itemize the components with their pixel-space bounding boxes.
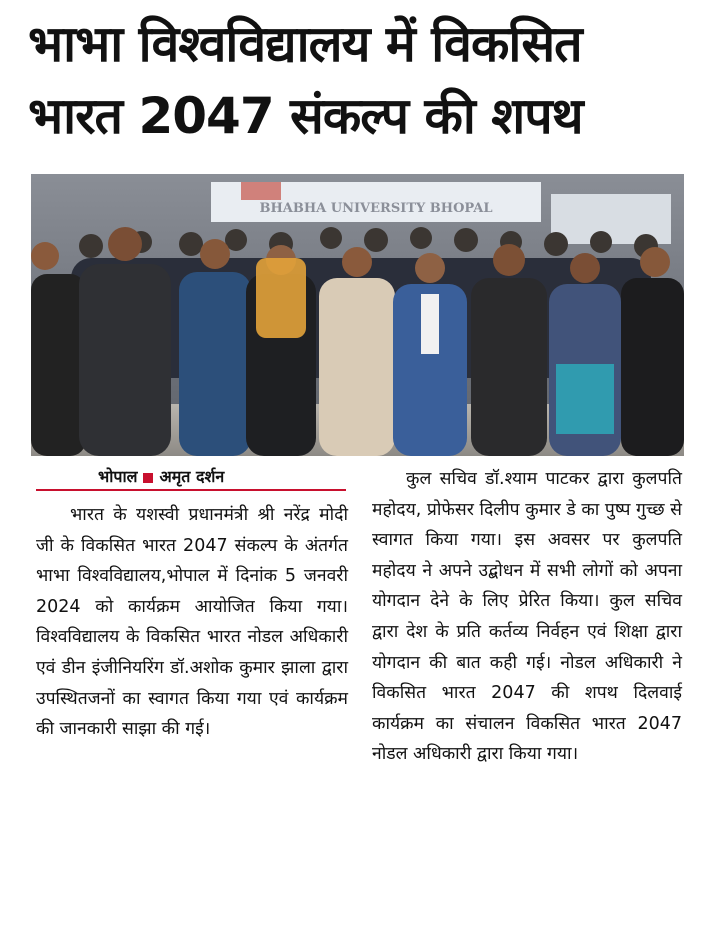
banner-text: BHABHA UNIVERSITY BHOPAL [259, 201, 493, 216]
article-column-left: भारत के यशस्वी प्रधानमंत्री श्री नरेंद्र मोदी जी के विकसित भारत 2047 संकल्प के अंतर्गत भाभा विश्वविद्यालय,भोपाल में दिनांक 5 जनवरी 2024 को कार्यक्रम आयोजित किया गया। विश्वविद्यालय के विकसित भारत नोडल अधिकारी एवं डीन इंजीनियरिंग डॉ.अशोक कुमार झाला द्वारा उपस्थितजनों का स्वागत किया गया एवं कार्यक्रम की जानकारी साझा की गई। [36, 505, 348, 740]
byline-source: अमृत दर्शन [159, 467, 225, 486]
article-column-right: कुल सचिव डॉ.श्याम पाटकर द्वारा कुलपति महोदय, प्रोफेसर दिलीप कुमार डे का पुष्प गुच्छ से स्वागत किया गया। इस अवसर पर कुलपति महोदय ने अपने उद्बोधन में सभी लोगों को अपना योगदान देने के लिए प्रेरित किया। कुल सचिव द्वारा देश के प्रति कर्तव्य निर्वहन एवं शिक्षा द्वारा योगदान की बात कही गई। नोडल अधिकारी ने विकसित भारत 2047 की शपथ दिलवाई कार्यक्रम का संचालन विकसित भारत 2047 नोडल अधिकारी द्वारा किया गया। [372, 469, 682, 765]
byline-bar [36, 463, 346, 491]
red-square-icon [143, 473, 153, 483]
group-photo [31, 174, 684, 456]
headline-line-2: भारत 2047 संकल्प की शपथ [28, 87, 583, 145]
byline [98, 465, 224, 487]
group-photo-illustration [31, 174, 684, 456]
headline [28, 8, 688, 152]
byline-city: भोपाल [98, 467, 138, 486]
headline-line-1: भाभा विश्वविद्यालय में विकसित [28, 15, 582, 73]
